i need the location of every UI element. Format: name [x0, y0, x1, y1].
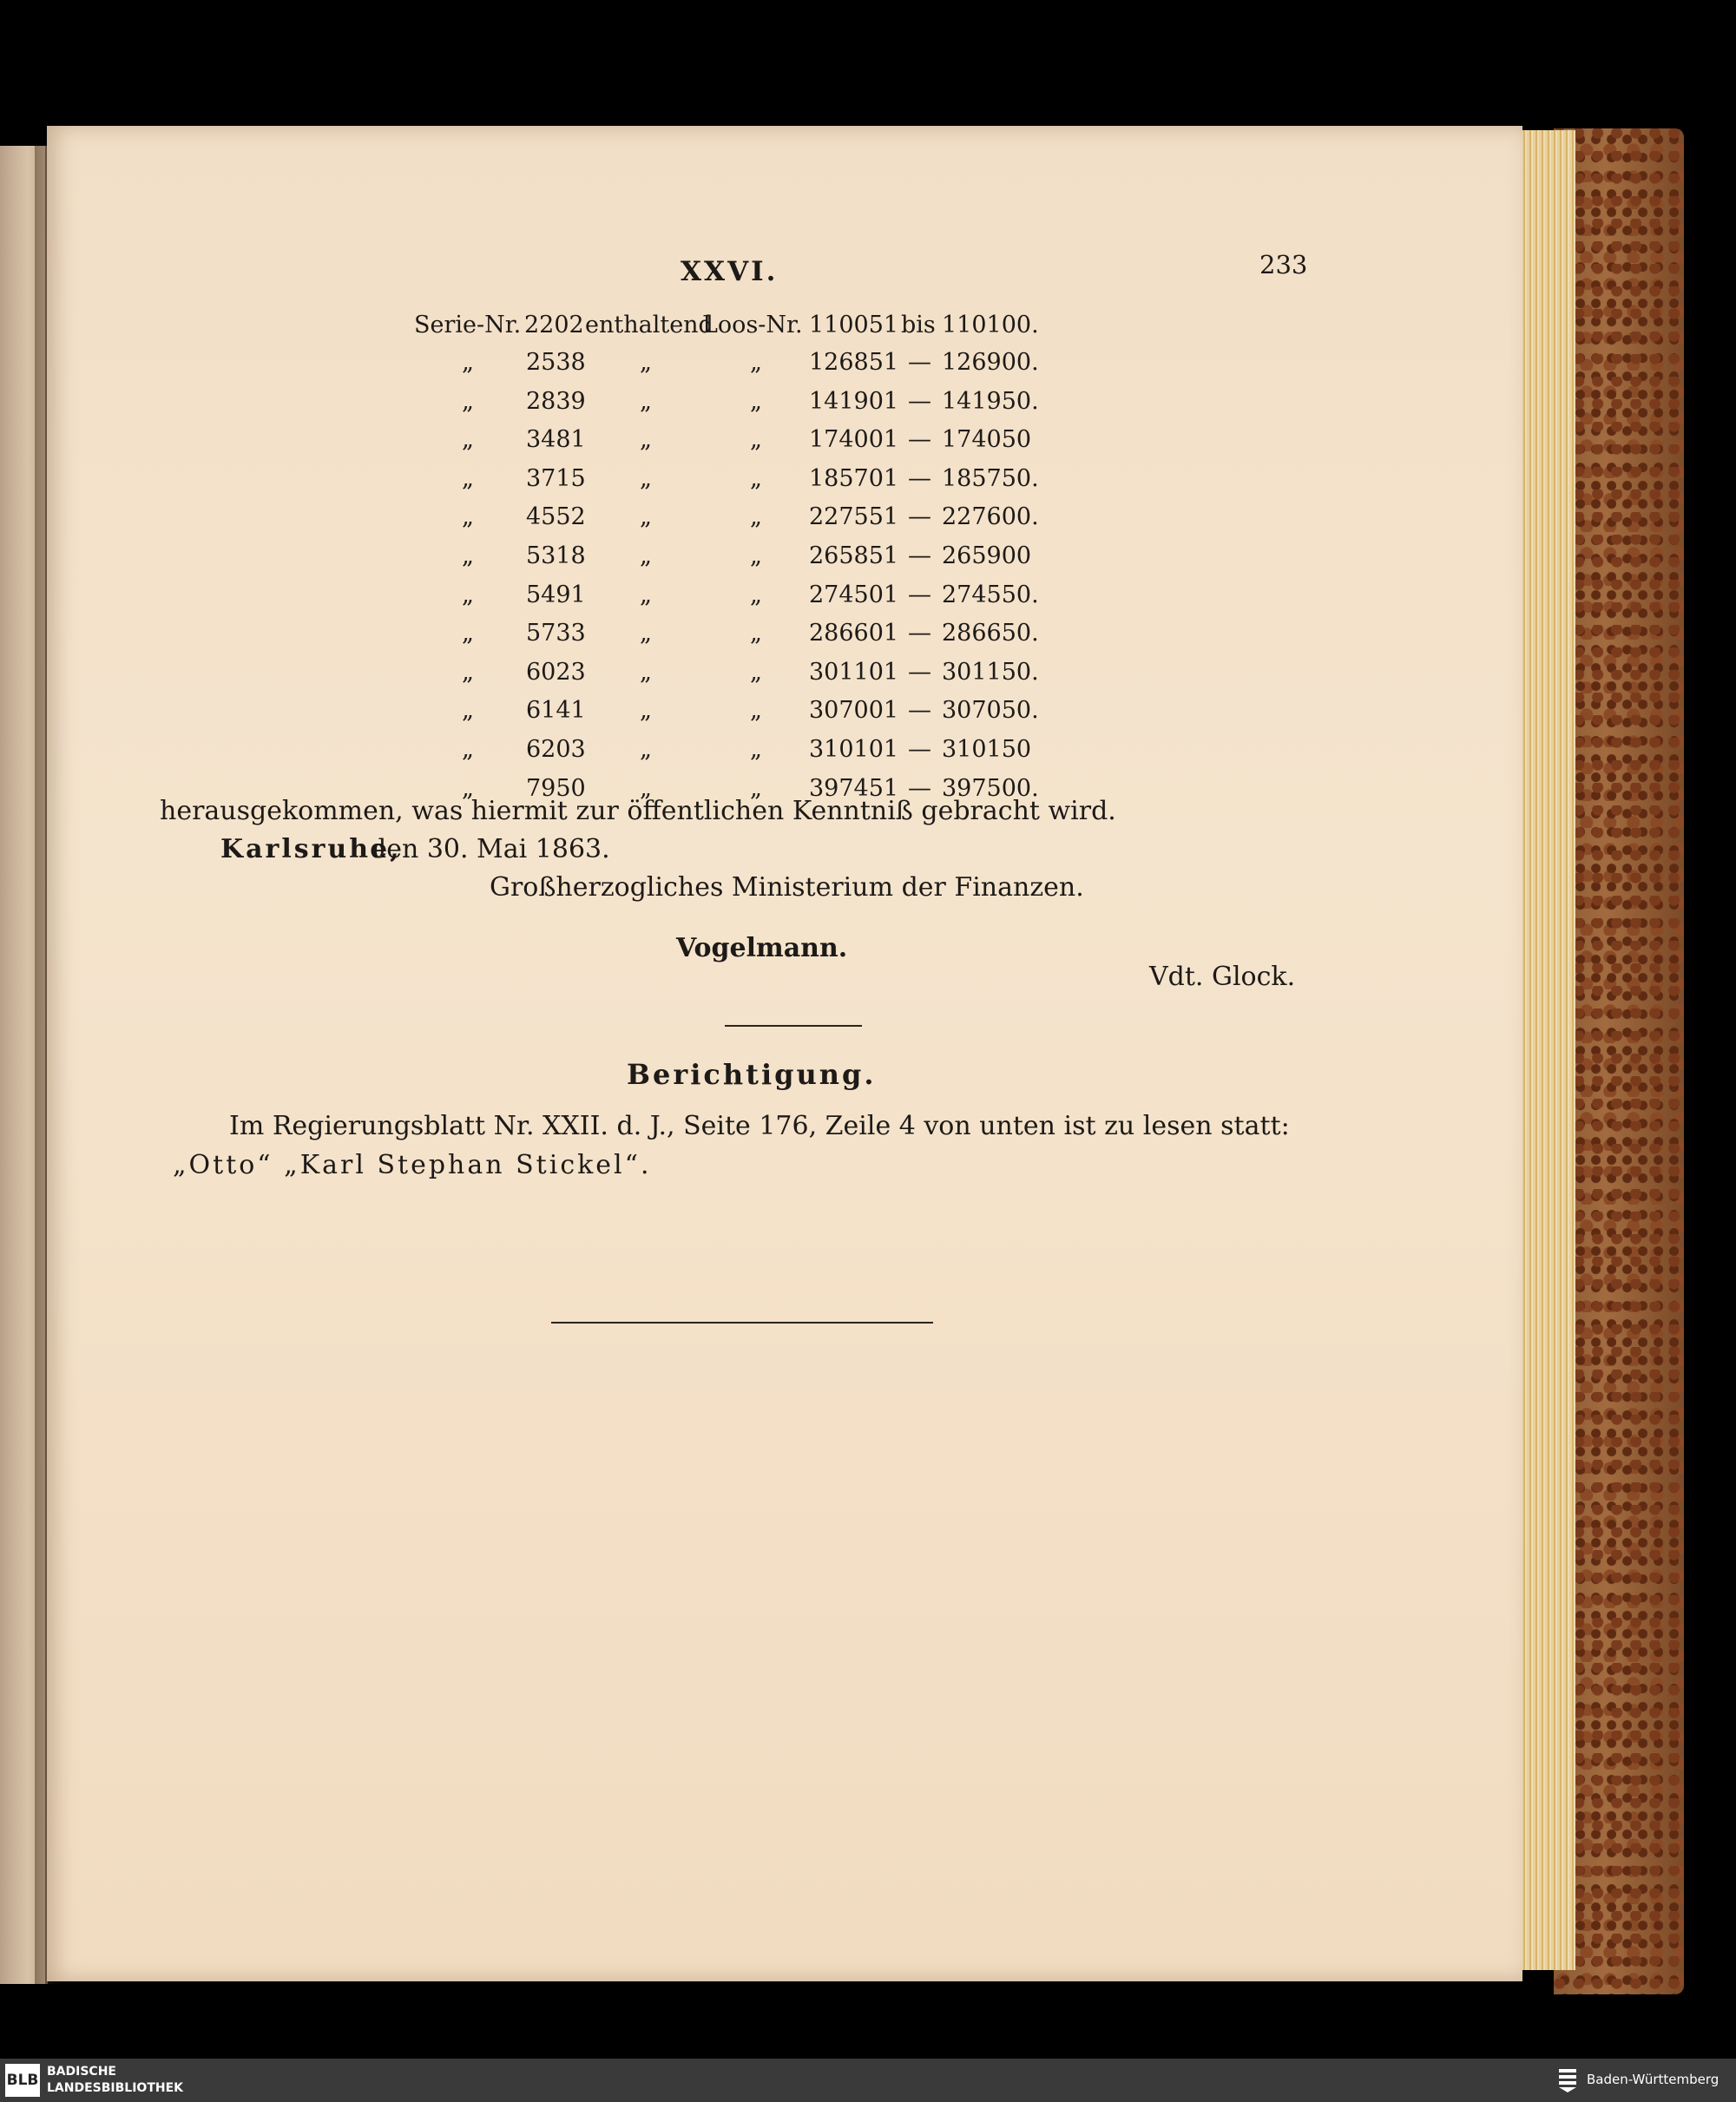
- ditto-mark: „: [750, 542, 762, 569]
- loos-from: 307001: [809, 697, 899, 724]
- loos-from: 274501: [809, 581, 899, 608]
- serie-number: 2202: [524, 312, 584, 338]
- ditto-mark: „: [750, 659, 762, 686]
- state-name[interactable]: Baden-Württemberg: [1587, 2072, 1720, 2087]
- serie-number: 4552: [526, 503, 586, 530]
- ditto-mark: „: [640, 581, 652, 608]
- serie-number: 5491: [526, 581, 586, 608]
- range-dash: —: [908, 388, 931, 415]
- range-dash: —: [908, 775, 931, 802]
- loos-to: 126900.: [942, 349, 1039, 376]
- loos-to: 286650.: [942, 620, 1039, 647]
- loos-from: 126851: [809, 349, 899, 376]
- ditto-mark: „: [462, 581, 474, 608]
- loos-label: Loos-Nr.: [702, 312, 803, 338]
- vdt-signature: Vdt. Glock.: [1149, 962, 1296, 992]
- ditto-mark: „: [640, 620, 652, 647]
- ditto-mark: „: [462, 659, 474, 686]
- ditto-mark: „: [640, 697, 652, 724]
- ditto-mark: „: [462, 388, 474, 415]
- library-name[interactable]: [47, 2064, 183, 2097]
- serie-number: 7950: [526, 775, 586, 802]
- range-dash: —: [908, 736, 931, 763]
- bis-label: bis: [901, 312, 936, 338]
- baden-wuerttemberg-crest-icon: [1556, 2067, 1579, 2093]
- footer-bar: [0, 2059, 1736, 2102]
- ditto-mark: „: [462, 775, 474, 802]
- range-dash: —: [908, 349, 931, 376]
- loos-from: 141901: [809, 388, 899, 415]
- ditto-mark: „: [750, 388, 762, 415]
- ditto-mark: „: [640, 349, 652, 376]
- ditto-mark: „: [750, 775, 762, 802]
- loos-to: 174050: [942, 426, 1032, 453]
- end-rule: [551, 1322, 933, 1324]
- loos-from: 286601: [809, 620, 899, 647]
- loos-to: 301150.: [942, 659, 1039, 686]
- ministry-name: Großherzogliches Ministerium der Finanzen.: [490, 872, 1084, 903]
- correction-title: Berichtigung.: [627, 1058, 877, 1091]
- range-dash: —: [908, 659, 931, 686]
- range-dash: —: [908, 542, 931, 569]
- loos-to: 397500.: [942, 775, 1039, 802]
- blb-logo[interactable]: BLB: [5, 2064, 40, 2097]
- ditto-mark: „: [462, 736, 474, 763]
- loos-from: 310101: [809, 736, 899, 763]
- serie-number: 5733: [526, 620, 586, 647]
- range-dash: —: [908, 426, 931, 453]
- section-number: XXVI.: [681, 256, 779, 287]
- serie-number: 6023: [526, 659, 586, 686]
- ditto-mark: „: [750, 697, 762, 724]
- library-name-line-2: LANDESBIBLIOTHEK: [47, 2081, 184, 2095]
- loos-to: 185750.: [942, 465, 1039, 492]
- ditto-mark: „: [462, 465, 474, 492]
- range-dash: —: [908, 620, 931, 647]
- ditto-mark: „: [750, 349, 762, 376]
- ditto-mark: „: [640, 775, 652, 802]
- ditto-mark: „: [750, 426, 762, 453]
- ditto-mark: „: [462, 542, 474, 569]
- book-page: [47, 126, 1522, 1981]
- ditto-mark: „: [462, 697, 474, 724]
- ditto-mark: „: [640, 465, 652, 492]
- contains-label: enthaltend: [585, 312, 713, 338]
- ditto-mark: „: [750, 581, 762, 608]
- range-dash: —: [908, 697, 931, 724]
- range-dash: —: [908, 581, 931, 608]
- serie-number: 3715: [526, 465, 586, 492]
- page-edges: [1515, 130, 1575, 1970]
- ditto-mark: „: [640, 503, 652, 530]
- serie-number: 2538: [526, 349, 586, 376]
- loos-from: 227551: [809, 503, 899, 530]
- ditto-mark: „: [750, 465, 762, 492]
- correction-line-2: „Otto“ „Karl Stephan Stickel“.: [173, 1150, 652, 1180]
- signature: Vogelmann.: [676, 933, 848, 963]
- correction-line-1: Im Regierungsblatt Nr. XXII. d. J., Seite 176, Zeile 4 von unten ist zu lesen statt:: [229, 1111, 1290, 1141]
- loos-from: 185701: [809, 465, 899, 492]
- ditto-mark: „: [750, 620, 762, 647]
- ditto-mark: „: [462, 349, 474, 376]
- loos-from: 265851: [809, 542, 899, 569]
- loos-from: 174001: [809, 426, 899, 453]
- serie-number: 5318: [526, 542, 586, 569]
- loos-to: 310150: [942, 736, 1032, 763]
- range-dash: —: [908, 465, 931, 492]
- serie-number: 6141: [526, 697, 586, 724]
- ditto-mark: „: [640, 426, 652, 453]
- loos-from: 110051: [809, 312, 899, 338]
- loos-from: 301101: [809, 659, 899, 686]
- place-name: Karlsruhe,: [220, 834, 402, 864]
- ditto-mark: „: [750, 736, 762, 763]
- ditto-mark: „: [462, 426, 474, 453]
- loos-to: 307050.: [942, 697, 1039, 724]
- loos-to: 265900: [942, 542, 1032, 569]
- section-divider: [725, 1025, 862, 1027]
- serie-number: 6203: [526, 736, 586, 763]
- date-text: den 30. Mai 1863.: [370, 834, 610, 864]
- ditto-mark: „: [462, 503, 474, 530]
- page-number: 233: [1259, 250, 1308, 279]
- ditto-mark: „: [750, 503, 762, 530]
- loos-to: 274550.: [942, 581, 1039, 608]
- ditto-mark: „: [640, 542, 652, 569]
- loos-to: 141950.: [942, 388, 1039, 415]
- loos-from: 397451: [809, 775, 899, 802]
- ditto-mark: „: [640, 736, 652, 763]
- serie-number: 3481: [526, 426, 586, 453]
- range-dash: —: [908, 503, 931, 530]
- serie-label: Serie-Nr.: [414, 312, 522, 338]
- ditto-mark: „: [462, 620, 474, 647]
- closing-text: herausgekommen, was hiermit zur öffentlichen Kenntniß gebracht wird.: [160, 796, 1116, 826]
- loos-to: 110100.: [942, 312, 1039, 338]
- library-name-line-1: BADISCHE: [47, 2065, 116, 2079]
- ditto-mark: „: [640, 659, 652, 686]
- loos-to: 227600.: [942, 503, 1039, 530]
- ditto-mark: „: [640, 388, 652, 415]
- serie-number: 2839: [526, 388, 586, 415]
